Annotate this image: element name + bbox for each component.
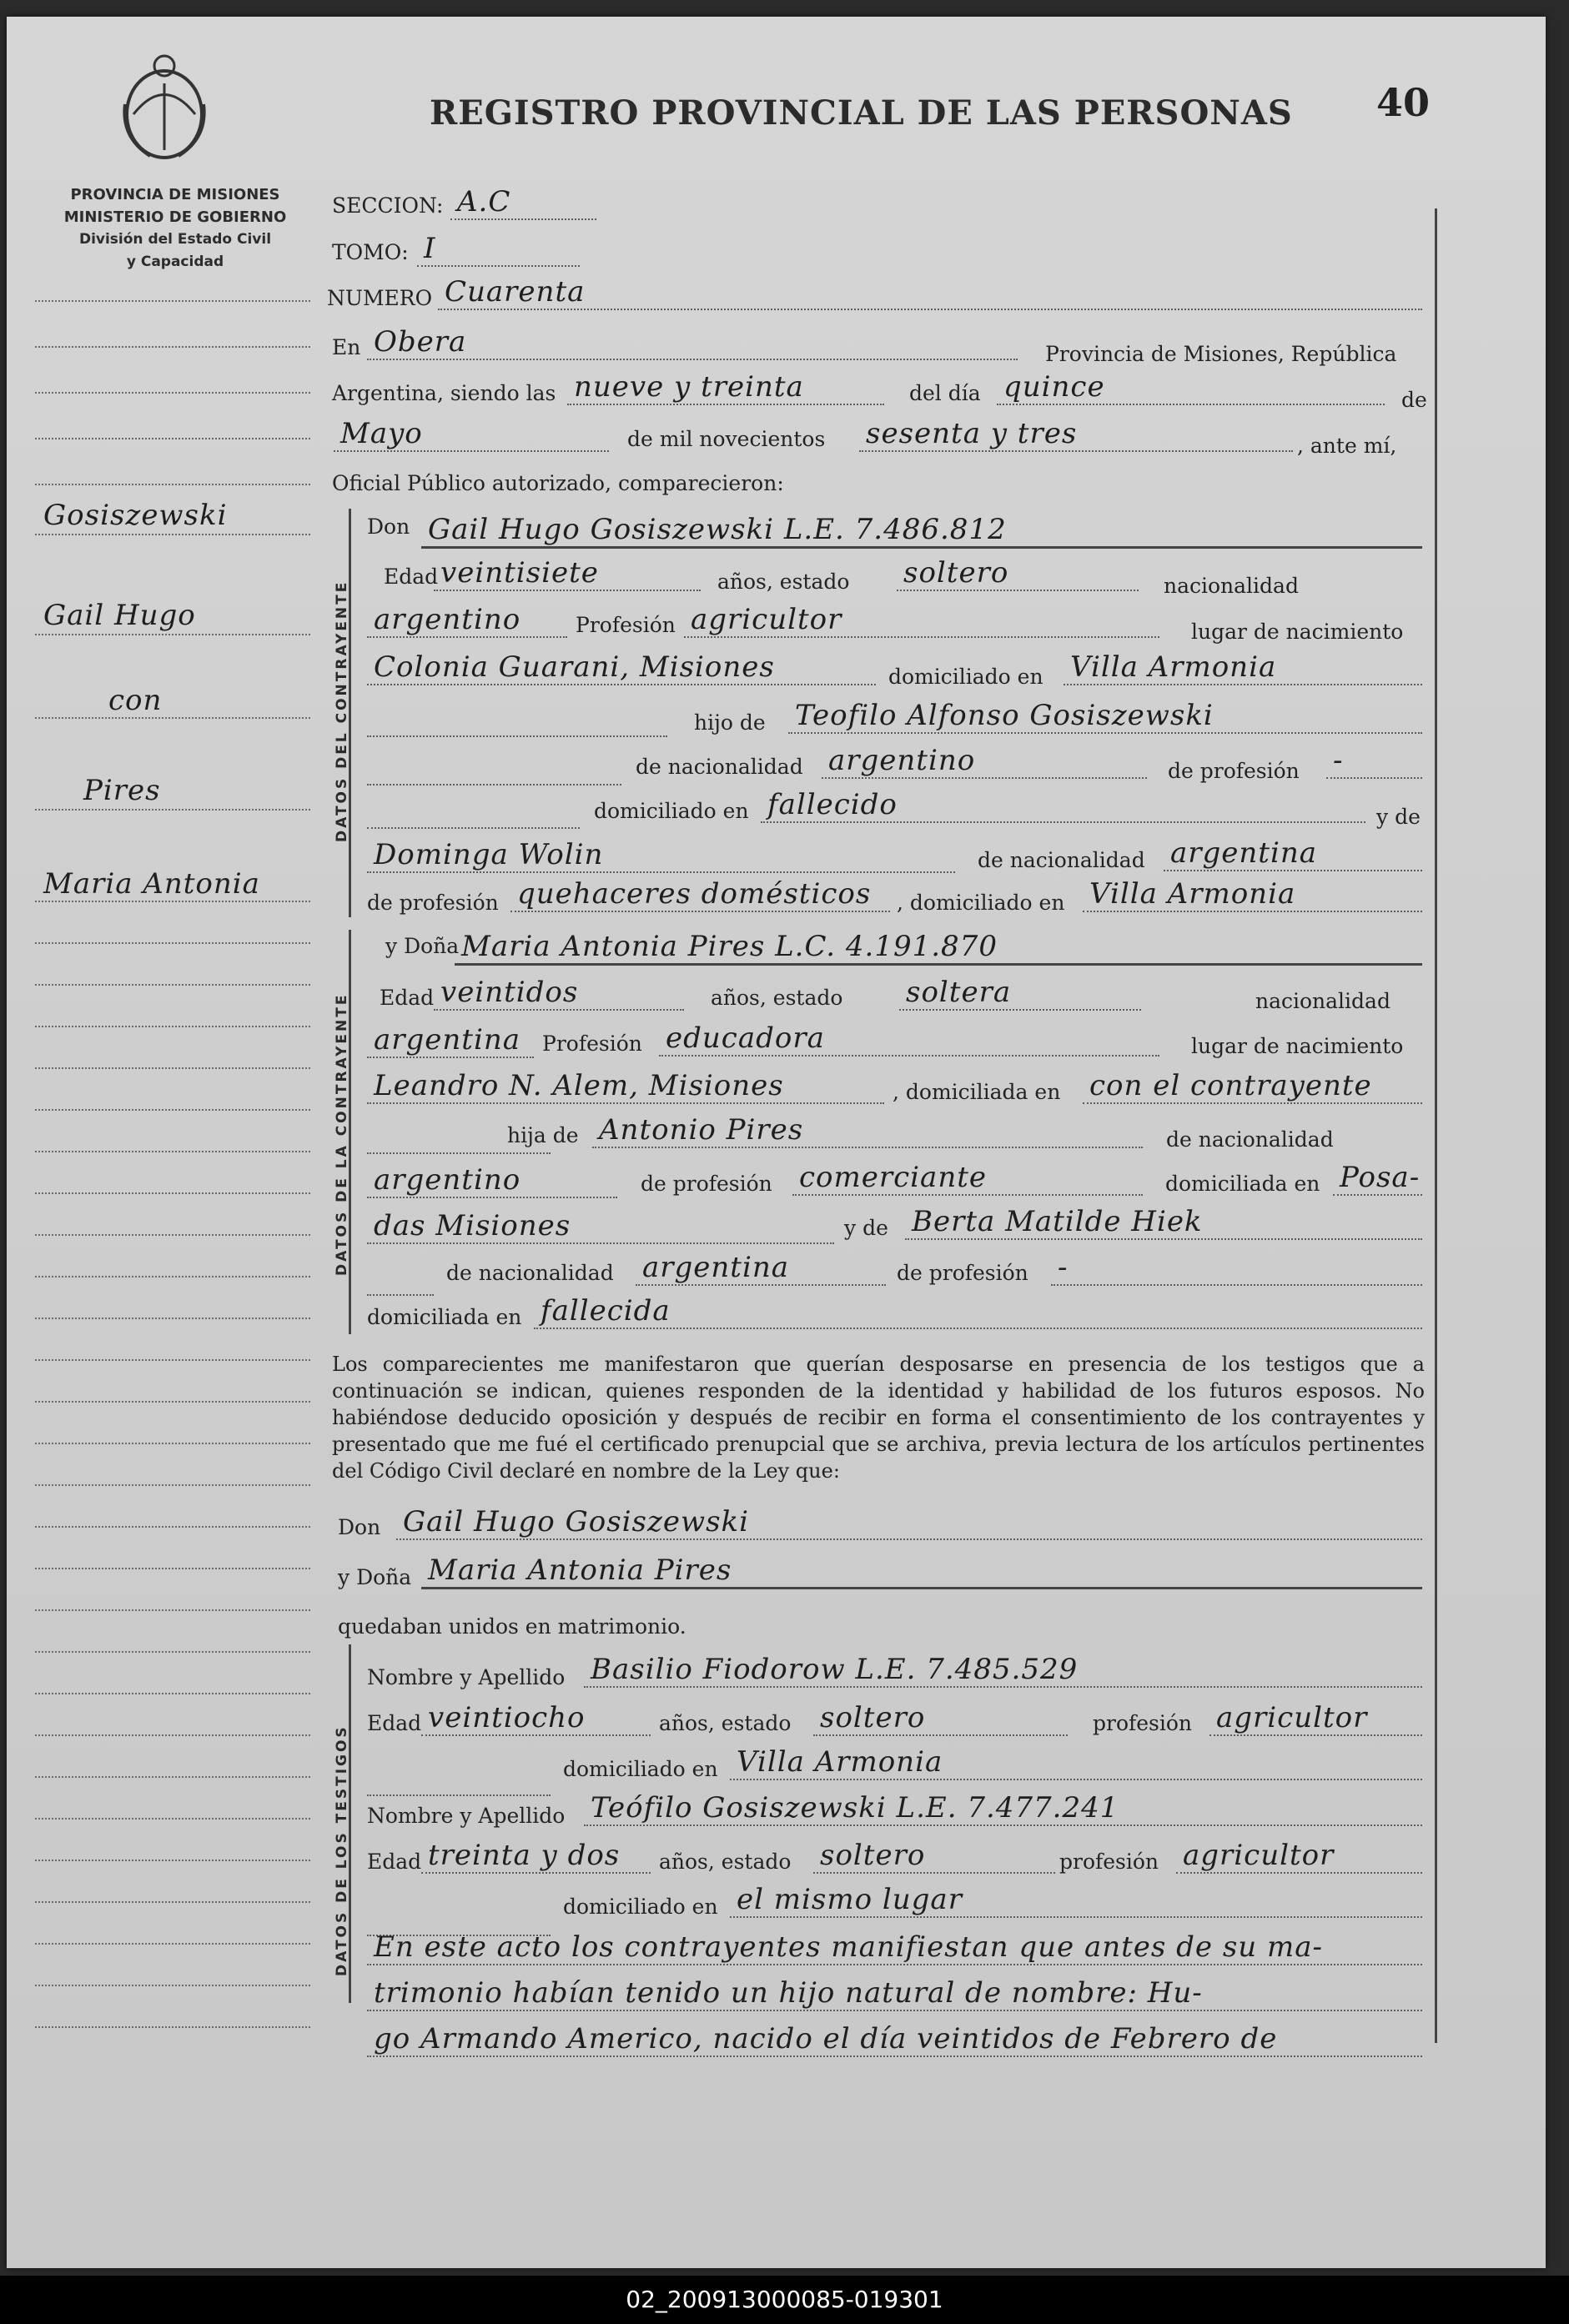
groom-mother-prof-label: de profesión — [367, 891, 499, 915]
bride-dom-label: , domiciliada en — [893, 1080, 1061, 1104]
bride-mother-dom-label: domiciliada en — [367, 1305, 522, 1329]
t2-estado-field: soltero — [813, 1847, 1055, 1874]
bride-mother-prof-label: de profesión — [897, 1261, 1028, 1285]
mes-field: Mayo — [334, 425, 609, 452]
groom-blank-line-2 — [367, 759, 621, 786]
groom-mother-field: Dominga Wolin — [367, 846, 955, 873]
de-mil-label: de mil novecientos — [627, 427, 826, 451]
contrayente-side-label: DATOS DEL CONTRAYENTE — [334, 580, 350, 842]
t1-prof-label: profesión — [1093, 1711, 1193, 1735]
groom-father-nac-field: argentino — [822, 752, 1147, 779]
dia-field: quince — [997, 379, 1385, 405]
groom-y-de-label: y de — [1376, 805, 1421, 829]
office-division-2: y Capacidad — [126, 253, 224, 270]
bride-mother-field: Berta Matilde Hiek — [905, 1213, 1422, 1240]
margin-note-surname: Gosiszewski — [43, 499, 228, 532]
groom-estado-field: soltero — [897, 565, 1139, 591]
t2-prof-field: agricultor — [1176, 1847, 1422, 1874]
groom-prof-field: agricultor — [684, 611, 1159, 638]
groom-lugar-nac-field: Colonia Guarani, Misiones — [367, 659, 876, 685]
groom-father-prof-label: de profesión — [1168, 759, 1300, 783]
coat-of-arms-icon — [117, 46, 213, 163]
t1-blank-line — [367, 1769, 551, 1796]
bride-mother-nac-field: argentina — [636, 1259, 886, 1286]
groom-mother-nac-label: de nacionalidad — [978, 848, 1145, 872]
bride-lugar-nac-label: lugar de nacimiento — [1191, 1034, 1404, 1058]
tomo-label: TOMO: — [332, 240, 409, 264]
oficial-label: Oficial Público autorizado, comparecieron: — [332, 471, 784, 495]
bride-name-field: Maria Antonia Pires L.C. 4.191.870 — [455, 938, 1422, 966]
t2-edad-label: Edad — [367, 1850, 422, 1874]
t1-prof-field: agricultor — [1209, 1709, 1422, 1736]
groom-prof-label: Profesión — [576, 613, 676, 637]
groom-father-field: Teofilo Alfonso Gosiszewski — [788, 707, 1422, 734]
decl-dona-label: y Doña — [338, 1565, 412, 1589]
t1-edad-field: veintiocho — [421, 1709, 651, 1736]
bride-nac-field: argentina — [367, 1031, 534, 1058]
argentina-label: Argentina, siendo las — [332, 381, 556, 405]
groom-mother-prof-field: quehaceres domésticos — [510, 886, 890, 912]
t2-dom-label: domiciliado en — [563, 1895, 718, 1919]
decl-don-field: Gail Hugo Gosiszewski — [396, 1513, 1422, 1540]
bride-father-nac-field: argentino — [367, 1172, 617, 1198]
bride-mother-prof-field: - — [1051, 1259, 1422, 1286]
t1-nombre-field: Basilio Fiodorow L.E. 7.485.529 — [584, 1661, 1422, 1688]
groom-blank-line — [367, 710, 667, 737]
groom-name-field: Gail Hugo Gosiszewski L.E. 7.486.812 — [421, 521, 1422, 549]
ante-mi-label: , ante mí, — [1297, 434, 1397, 458]
t1-dom-label: domiciliado en — [563, 1757, 718, 1781]
t1-estado-field: soltero — [813, 1709, 1068, 1736]
seccion-label: SECCION: — [332, 193, 444, 218]
t1-nombre-label: Nombre y Apellido — [367, 1665, 566, 1689]
bride-mother-nac-label: de nacionalidad — [446, 1261, 614, 1285]
groom-hijo-label: hijo de — [694, 710, 766, 735]
margin-note-name: Gail Hugo — [43, 599, 196, 632]
bride-edad-label: Edad — [380, 986, 435, 1010]
note-line-3: go Armando Americo, nacido el día veintidos de Febrero de — [367, 2022, 1422, 2057]
bride-prof-label: Profesión — [542, 1031, 642, 1056]
t2-nombre-label: Nombre y Apellido — [367, 1804, 566, 1828]
t2-dom-field: el mismo lugar — [730, 1891, 1422, 1918]
bride-father-dom-label: domiciliada en — [1165, 1172, 1320, 1196]
office-division: División del Estado Civil — [78, 231, 272, 248]
seccion-field: A.C — [450, 193, 596, 220]
bride-father-dom-field: Posa- — [1333, 1169, 1422, 1196]
groom-father-dom-label: domiciliado en — [594, 799, 749, 823]
note-line-2: trimonio habían tenido un hijo natural de nombre: Hu- — [367, 1976, 1422, 2011]
anio-field: sesenta y tres — [859, 425, 1293, 452]
lugar-field: Obera — [367, 334, 1018, 360]
margin-note-bride-name: Maria Antonia — [43, 867, 260, 901]
groom-mother-nac-field: argentina — [1164, 845, 1422, 871]
numero-field: Cuarenta — [438, 284, 1422, 310]
declaration-text: Los comparecientes me manifestaron que querían desposarse en presencia de los testigos que a continuación se indican, quienes responden de la identidad y habilidad de los futuros esposos. No habiéndose deducido oposición y después de recibir en forma el consentimiento de los contrayentes y presentado que me fué el certificado prenupcial que se archiva, previa lectura de los artículos pertinentes del Código Civil declaré en nombre de la Ley que: — [332, 1353, 1425, 1483]
bride-father-field: Antonio Pires — [592, 1122, 1143, 1148]
margin-note-con: con — [108, 684, 163, 717]
groom-nac-field: argentino — [367, 611, 567, 638]
hora-field: nueve y treinta — [567, 379, 884, 405]
bride-estado-field: soltera — [899, 984, 1141, 1011]
testigos-side-label: DATOS DE LOS TESTIGOS — [334, 1724, 350, 1976]
groom-father-dom-field: fallecido — [761, 796, 1365, 823]
bride-hija-label: hija de — [507, 1123, 579, 1147]
groom-blank-line-3 — [367, 802, 580, 829]
bride-father-nac-label: de nacionalidad — [1166, 1127, 1334, 1152]
numero-label: NUMERO — [327, 286, 433, 310]
provincia-label: Provincia de Misiones, República — [1045, 342, 1397, 366]
bride-edad-field: veintidos — [434, 984, 684, 1011]
bride-lugar-nac-field: Leandro N. Alem, Misiones — [367, 1077, 884, 1104]
tomo-field: I — [417, 240, 580, 267]
bride-dom-field: con el contrayente — [1083, 1077, 1422, 1104]
groom-nac-label: nacionalidad — [1164, 574, 1299, 598]
t2-nombre-field: Teófilo Gosiszewski L.E. 7.477.241 — [584, 1799, 1422, 1826]
del-dia-label: del día — [909, 381, 981, 405]
decl-dona-field: Maria Antonia Pires — [421, 1562, 1422, 1589]
groom-estado-label: años, estado — [717, 570, 850, 594]
decl-don-label: Don — [338, 1515, 381, 1539]
note-line-1: En este acto los contrayentes manifiestan que antes de su ma- — [367, 1930, 1422, 1965]
t1-edad-label: Edad — [367, 1711, 422, 1735]
bride-father-dom-field-2: das Misiones — [367, 1217, 834, 1244]
groom-dom-field: Villa Armonia — [1064, 659, 1422, 685]
bride-nac-label: nacionalidad — [1255, 989, 1390, 1013]
bride-y-de-label: y de — [844, 1216, 888, 1240]
don-label: Don — [367, 514, 410, 539]
office-province: PROVINCIA DE MISIONES — [70, 186, 280, 203]
t2-edad-field: treinta y dos — [421, 1847, 651, 1874]
groom-edad-field: veintisiete — [434, 565, 701, 591]
groom-lugar-nac-label: lugar de nacimiento — [1191, 620, 1404, 644]
bride-prof-field: educadora — [659, 1030, 1159, 1057]
closing-text: quedaban unidos en matrimonio. — [338, 1614, 686, 1639]
en-label: En — [332, 335, 361, 359]
office-ministry: MINISTERIO DE GOBIERNO — [63, 208, 287, 226]
groom-mother-dom-field: Villa Armonia — [1083, 886, 1422, 912]
dona-label: y Doña — [385, 934, 460, 958]
page-title: REGISTRO PROVINCIAL DE LAS PERSONAS — [430, 93, 1293, 133]
t1-dom-field: Villa Armonia — [730, 1754, 1422, 1780]
bride-mother-dom-field: fallecida — [534, 1303, 1422, 1329]
form-border — [1435, 208, 1437, 2043]
t2-prof-label: profesión — [1059, 1850, 1159, 1874]
groom-edad-label: Edad — [384, 565, 439, 589]
t2-estado-label: años, estado — [659, 1850, 792, 1874]
issuing-office — [33, 183, 317, 274]
bride-father-prof-field: comerciante — [792, 1169, 1143, 1196]
image-caption: 02_200913000085-019301 — [0, 2276, 1569, 2324]
margin-note-bride-surname: Pires — [83, 774, 161, 807]
groom-dom-label: domiciliado en — [888, 665, 1043, 689]
bride-father-prof-label: de profesión — [641, 1172, 772, 1196]
bride-estado-label: años, estado — [711, 986, 843, 1010]
de-label: de — [1401, 388, 1427, 412]
bride-blank-line-2 — [367, 1269, 434, 1296]
groom-father-prof-field: - — [1326, 752, 1422, 779]
groom-mother-dom-label: , domiciliado en — [897, 891, 1065, 915]
t1-estado-label: años, estado — [659, 1711, 792, 1735]
groom-father-nac-label: de nacionalidad — [636, 755, 803, 779]
folio-number: 40 — [1376, 80, 1431, 125]
contrayenta-side-label: DATOS DE LA CONTRAYENTE — [334, 992, 350, 1276]
